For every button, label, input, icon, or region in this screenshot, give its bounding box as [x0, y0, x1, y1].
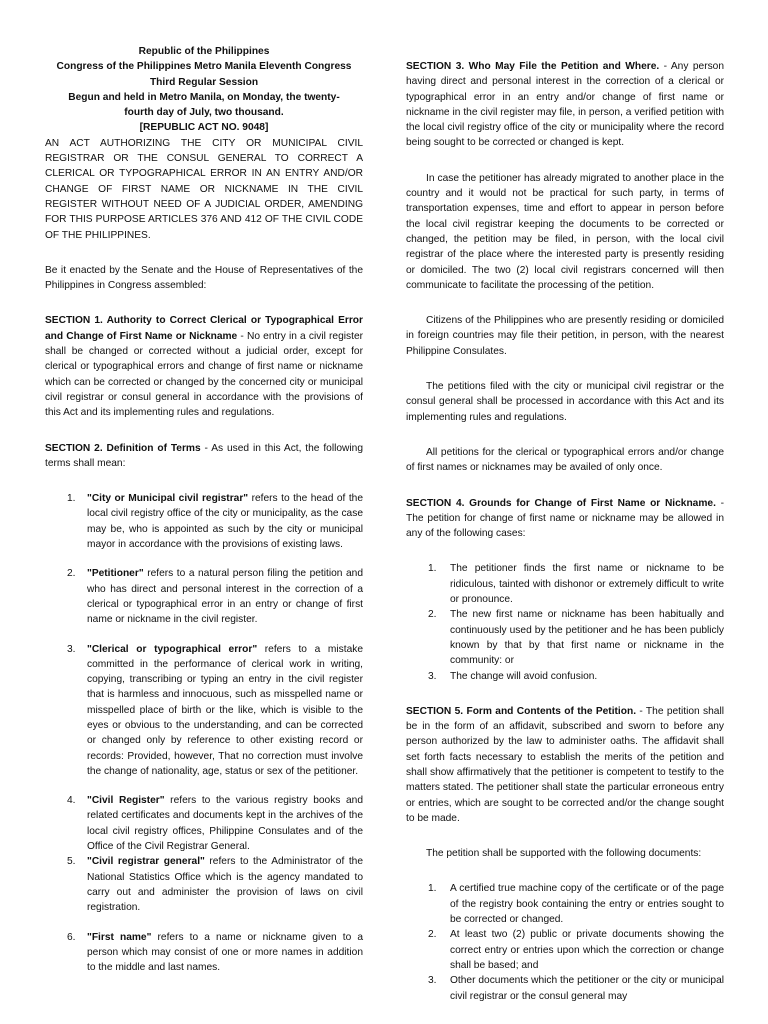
section-5-heading: SECTION 5. Form and Contents of the Petition. [406, 705, 637, 717]
section-3-paragraph: In case the petitioner has already migrated to another place in the country and it would not be practical for such party, in terms of transportation expenses, time and effort to appear in person before the local civil registrar keeping the documents to be corrected or changed, the petition may be filed, in person, with the local civil registrar of the place where the interested party is presently residing or domiciled. The two (2) local civil registrars concerned will then communicate to facilitate the processing of the petition. [406, 172, 724, 291]
definition-item [45, 566, 363, 627]
section-3-body: - Any person having direct and personal interest in the correction of a clerical or typographical error in an entry and/or change of first name or nickname in the civil register may file, in person, a verified petition with the local civil registry office of the city or municipality where the record being sought to be corrected or changed is kept. [406, 61, 725, 149]
item-number: 3. [67, 643, 76, 655]
enacting-clause: Be it enacted by the Senate and the House of Representatives of the Philippines in Congress assembled: [45, 264, 363, 292]
section-2-body: - As used in this Act, the following terms shall mean: [45, 442, 363, 469]
definition-item [45, 930, 363, 976]
section-1-heading: SECTION 1. Authority to Correct Clerical or Typographical Error and Change of First Name or Nickname [45, 315, 363, 342]
document-item [406, 927, 724, 973]
section-1-body: - No entry in a civil register shall be changed or corrected without a judicial order, except for clerical or typographical errors and change of first name or nickname which can be corrected or changed by the concerned city or municipal civil registrar or consul general in accordance with the provisions of this Act and its implementing rules and regulations. [45, 330, 364, 419]
definition-text: refers to a natural person filing the petition and who has direct and personal interest in the correction of a clerical or typographical error in an entry or change of first name or nickname in the civil register. [87, 568, 363, 626]
definition-item [45, 642, 363, 780]
item-number: 1. [428, 883, 437, 895]
document-item [406, 881, 724, 927]
item-number: 1. [67, 493, 76, 505]
definition-text: refers to a mistake committed in the performance of clerical work in writing, copying, transcribing or typing an entry in the civil register that is harmless and innocuous, such as misspelled name or misspelled place of birth or the like, which is visible to the eyes or obvious to the understanding, and can be corrected or changed only by reference to other existing record or records: Provided, however, That no correction must involve the change of nationality, age, status or sex of the petitioner. [87, 643, 364, 777]
definition-text: refers to the Administrator of the National Statistics Office which is the agency mandated to carry out and administer the provision of laws on civil registration. [87, 856, 363, 914]
act-title: AN ACT AUTHORIZING THE CITY OR MUNICIPAL CIVIL REGISTRAR OR THE CONSUL GENERAL TO CORRECT A CLERICAL OR TYPOGRAPHICAL ERROR IN AN ENTRY AND/OR CHANGE OF FIRST NAME OR NICKNAME IN THE CIVIL REGISTER WITHOUT NEED OF A JUDICIAL ORDER, AMENDING FOR THIS PURPOSE ARTICLES 376 AND 412 OF THE CIVIL CODE OF THE PHILIPPINES. [45, 137, 363, 241]
header-begun: Begun and held in Metro Manila, on Monday, the twenty- [68, 91, 340, 103]
item-number: 6. [67, 931, 76, 943]
definition-term: "Clerical or typographical error" [87, 643, 258, 655]
definition-item [45, 854, 363, 915]
definition-text: refers to a name or nickname given to a person which may consist of one or more names in addition to the middle and last names. [87, 931, 363, 974]
header-session: Third Regular Session [149, 76, 259, 88]
item-number: 4. [67, 795, 76, 807]
section-3-heading: SECTION 3. Who May File the Petition and Where. [406, 61, 660, 72]
ground-item [406, 607, 724, 668]
definition-item [45, 491, 363, 552]
document-text: A certified true machine copy of the certificate or of the page of the registry book containing the entry or entries sought to be corrected or changed. [450, 883, 724, 926]
section-3-paragraph: Citizens of the Philippines who are presently residing or domiciled in foreign countries may file their petition, in person, with the nearest Philippine Consulates. [406, 315, 724, 357]
section-4-heading: SECTION 4. Grounds for Change of First Name or Nickname. [406, 497, 716, 509]
ground-item [406, 669, 724, 684]
item-number: 5. [67, 856, 76, 868]
definition-term: "First name" [87, 931, 152, 943]
item-number: 2. [67, 568, 76, 580]
header-republic: Republic of the Philippines [138, 46, 270, 57]
left-column [45, 44, 363, 975]
document-item [406, 973, 724, 1004]
section-1 [45, 313, 363, 420]
section-3 [406, 59, 724, 151]
section-2 [45, 441, 363, 472]
definitions-list [45, 491, 363, 975]
definition-text: refers to the various registry books and related certificates and documents kept in the archives of the local civil registry offices, Philippine Consulates and of the Office of the Civil Registrar General. [87, 795, 363, 853]
definition-item [45, 793, 363, 854]
section-2-heading: SECTION 2. Definition of Terms [45, 442, 201, 454]
section-5-body: - The petition shall be in the form of an affidavit, subscribed and sworn to before any person authorized by the law to administer oaths. The affidavit shall set forth facts necessary to establish the merits of the petition and shall show affirmatively that the petitioner is competent to testify to the matters stated. The petitioner shall state the particular erroneous entry or entries, which are sought to be corrected and/or the change sought to be made. [406, 705, 724, 824]
ground-text: The change will avoid confusion. [450, 670, 598, 682]
section-3-paragraph: All petitions for the clerical or typographical errors and/or change of first names or nicknames may be availed of only once. [406, 446, 724, 474]
section-3-paragraph: The petitions filed with the city or municipal civil registrar or the consul general shall be processed in accordance with this Act and its implementing rules and regulations. [406, 381, 724, 423]
item-number: 2. [428, 609, 437, 621]
item-number: 3. [428, 670, 437, 682]
definition-term: "Civil Register" [87, 795, 165, 807]
definition-term: "City or Municipal civil registrar" [87, 493, 249, 505]
definition-term: "Petitioner" [87, 568, 144, 580]
item-number: 1. [428, 563, 437, 575]
header-date: fourth day of July, two thousand. [124, 107, 284, 119]
section-4 [406, 496, 724, 542]
document-text: Other documents which the petitioner or the city or municipal civil registrar or the consul general may [450, 975, 724, 1002]
act-number: [REPUBLIC ACT NO. 9048] [139, 122, 269, 134]
documents-list [406, 881, 724, 1003]
document-text: At least two (2) public or private documents showing the correct entry or entries upon which the correction or change shall be based; and [450, 929, 724, 971]
ground-text: The petitioner finds the first name or nickname to be ridiculous, tainted with dishonor or extremely difficult to write or pronounce. [450, 563, 724, 606]
grounds-list [406, 561, 724, 683]
section-4-body: - The petition for change of first name or nickname may be allowed in any of the following cases: [406, 497, 724, 540]
header-act-number [45, 120, 363, 135]
item-number: 2. [428, 929, 437, 941]
ground-item [406, 561, 724, 607]
ground-text: The new first name or nickname has been habitually and continuously used by the petitioner and he has been publicly known by that by that first name or nickname in the community: or [450, 609, 724, 667]
section-5-paragraph: The petition shall be supported with the following documents: [426, 848, 702, 860]
definition-term: "Civil registrar general" [87, 856, 205, 868]
header-congress: Congress of the Philippines Metro Manila Eleventh Congress [56, 61, 352, 73]
section-5 [406, 704, 724, 826]
item-number: 3. [428, 975, 437, 987]
definition-text: refers to the head of the local civil registry office of the city or municipality, as the case may be, who is appointed as such by the city or municipal mayor in accordance with the provisions of existing laws. [87, 493, 363, 551]
right-column [406, 44, 724, 1004]
